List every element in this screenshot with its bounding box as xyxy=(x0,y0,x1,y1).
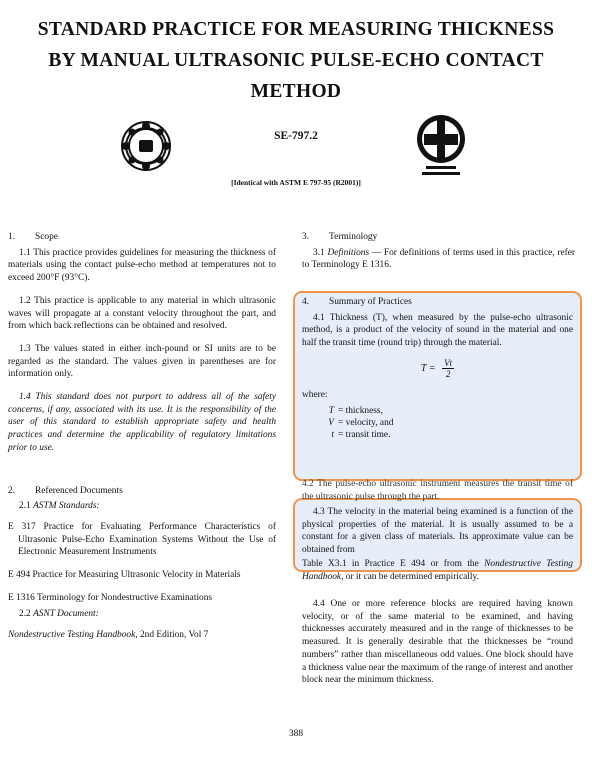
section-number: 4. xyxy=(302,297,310,307)
section-number: 2. xyxy=(8,485,16,496)
spacer xyxy=(8,465,276,485)
definition-text: = velocity, and xyxy=(338,417,394,428)
reference-e494: E 494 Practice for Measuring Ultrasonic Velocity in Materials xyxy=(8,570,241,581)
identical-note: [Identical with ASTM E 797-95 (R2001)] xyxy=(231,178,361,187)
formula-numerator: Vt xyxy=(444,357,453,368)
designation-code: SE-797.2 xyxy=(274,130,318,142)
paragraph-4-4 xyxy=(302,598,573,687)
paragraph-number: 3.1 xyxy=(313,247,325,258)
paragraph-4-1: 4.1 Thickness (T), when measured by the pulse-echo ultrasonic method, is a product of the velocity of sound in the material and one half the transit time (round trip) through the material. xyxy=(302,312,573,349)
paragraph-4-3 xyxy=(302,506,573,583)
definition-symbol: T xyxy=(328,405,334,416)
paragraph-1-3: 1.3 The values stated in either inch-pound or SI units are to be regarded as the standard. The values given in parentheses are for information only. xyxy=(8,343,276,380)
paragraph-1-4: 1.4 This standard does not purport to address all of the safety concerns, if any, associated with its use. It is the responsibility of the user of this standard to establish appropriate safety and health practices and determine the applicability of regulatory limitations prior to use. xyxy=(8,392,276,453)
subsection-asnt-document xyxy=(8,608,276,621)
subsection-number: 2.1 xyxy=(19,501,31,512)
title-line: STANDARD PRACTICE FOR MEASURING THICKNESS xyxy=(37,19,555,40)
section-title: Referenced Documents xyxy=(35,485,123,496)
where-label: where: xyxy=(302,389,328,400)
right-column xyxy=(302,231,575,282)
definition-text: = thickness, xyxy=(338,405,383,416)
section-number: 1. xyxy=(8,232,16,242)
handbook-title: Nondestructive Testing Handbook xyxy=(8,630,136,641)
thickness-formula xyxy=(302,358,573,379)
page-number: 388 xyxy=(288,729,304,739)
section-heading-scope xyxy=(8,231,276,244)
formula-fraction xyxy=(442,358,454,379)
paragraph-1-1: 1.1 This practice provides guidelines for measuring the thickness of materials using the contact pulse-echo method at temperatures not to exceed 200°F (93°C). xyxy=(8,247,276,284)
paragraph-4-3-text: 4.3 The velocity in the material being examined is a function of the physical properties of the material. It is usually assumed to be a constant for a given class of materials. Its approximate value can be obtained from xyxy=(302,507,573,556)
handbook-edition: , 2nd Edition, Vol 7 xyxy=(135,630,209,641)
paragraph-4-3-continued xyxy=(302,558,573,583)
paragraph-4-4-text: 4.4 One or more reference blocks are required having known velocity, or of the same material to be examined, and having thicknesses accurately measured and in the range of thicknesses to be measured. It is generally desirable that the thicknesses be “round numbers” rather than miscellaneous odd values. One block should have a thickness value near the maximum of the range of interest and another block near the minimum thickness. xyxy=(302,599,573,686)
subsection-title: ASNT Document: xyxy=(33,609,99,620)
subsection-number: 2.2 xyxy=(19,609,31,620)
title-line: METHOD xyxy=(250,81,342,102)
definition-row xyxy=(310,405,573,417)
document-title xyxy=(0,14,592,107)
definitions-text: — For definitions of terms used in this practice, refer to Terminology E 1316. xyxy=(302,247,576,271)
title-line: BY MANUAL ULTRASONIC PULSE-ECHO CONTACT xyxy=(48,50,544,71)
section-title: Scope xyxy=(35,232,58,242)
subsection-astm-standards xyxy=(8,500,276,513)
variable-definitions xyxy=(310,405,573,441)
asme-seal-icon xyxy=(118,118,174,174)
section-heading-terminology xyxy=(302,231,575,244)
reference-ndt-handbook xyxy=(8,629,276,642)
subsection-title: ASTM Standards: xyxy=(33,501,100,512)
section-heading-summary xyxy=(302,296,573,309)
section-title: Summary of Practices xyxy=(329,297,412,307)
definition-row xyxy=(310,429,573,441)
paragraph-4-2: 4.2 The pulse-echo ultrasonic instrument measures the transit time of the ultrasonic pulse through the part. xyxy=(302,479,573,502)
paragraph-1-2: 1.2 This practice is applicable to any material in which ultrasonic waves will propagate at a constant velocity throughout the part, and from which back reflections can be obtained and resolved. xyxy=(8,295,276,332)
summary-block xyxy=(302,296,573,441)
paragraph-4-3-cont-b: , or it can be determined empirically. xyxy=(341,571,479,582)
paragraph-4-3-cont-a: Table X3.1 in Practice E 494 or from the xyxy=(302,558,485,569)
paragraph-3-1 xyxy=(302,247,575,272)
section-title: Terminology xyxy=(329,232,378,242)
definition-symbol: t xyxy=(331,429,334,440)
definition-text: = transit time. xyxy=(338,429,391,440)
astm-logo-icon xyxy=(412,110,470,182)
paragraph-4-3-cont-italic: Nondestructive Testing Handbook xyxy=(302,558,573,582)
section-heading-referenced-documents xyxy=(8,485,276,498)
definition-row xyxy=(310,417,573,429)
section-number: 3. xyxy=(302,232,310,242)
left-column xyxy=(8,231,276,642)
definition-symbol: V xyxy=(328,417,334,428)
reference-e317: E 317 Practice for Evaluating Performance Characteristics of Ultrasonic Pulse-Echo Examination Systems Without the Use of Electronic Measurement Instruments xyxy=(8,521,276,558)
formula-lhs: T = xyxy=(420,362,436,374)
formula-denominator: 2 xyxy=(445,368,451,379)
definitions-term: Definitions xyxy=(327,247,370,258)
reference-e1316: E 1316 Terminology for Nondestructive Examinations xyxy=(8,592,213,603)
